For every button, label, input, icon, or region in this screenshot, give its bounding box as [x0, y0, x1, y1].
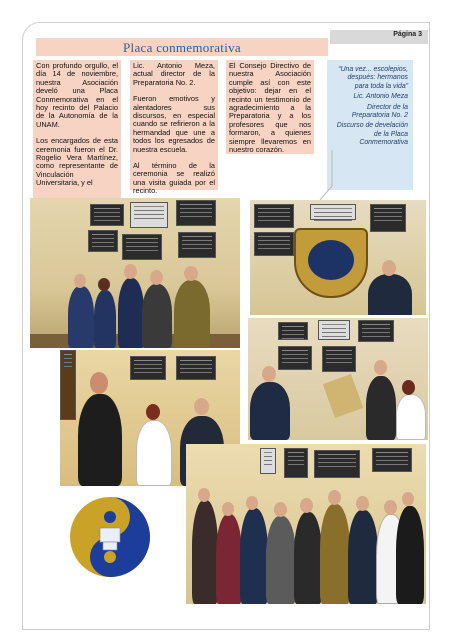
quote-author: Lic. Antonio Meza — [353, 93, 408, 101]
paragraph: Fueron emotivos y alentadores sus discursos, en especial cuando se refirieron a la hermandad que une a todos los egresados de nuestra escuela. — [133, 94, 215, 154]
photo-unam-seal-and-speaker — [250, 200, 426, 315]
paragraph: Lic. Antonio Meza, actual director de la Preparatoria No. 2. — [133, 61, 215, 87]
photo-group-at-plaques — [30, 198, 240, 348]
title-bar — [36, 38, 328, 56]
article-column-1 — [33, 60, 121, 198]
page-number-bar — [330, 30, 428, 44]
yin-yang-logo — [56, 492, 164, 582]
page-title: Placa conmemorativa — [123, 40, 241, 55]
quote-box — [327, 60, 413, 190]
quote-context: Discurso de develación de la Placa Conmemorativa — [336, 122, 408, 147]
photo-unveiling-plaque — [248, 318, 428, 440]
paragraph: Los encargados de esta ceremonia fueron el Dr. Rogelio Vera Martínez, como representante de Vinculación Universitaria, y el — [36, 136, 118, 188]
quote-role: Director de la Preparatoria No. 2 — [351, 103, 408, 120]
quote-text: “Una vez... escolepios, después: hermanos para toda la vida” — [338, 66, 408, 90]
paragraph: El Consejo Directivo de nuestra Asociación cumple así con este objetivo: dejar en el recinto un testimonio de agradecimiento a la Preparatoria y a los profesores que nos formaron, a quienes siempre llevaremos en nuestro corazón. — [229, 61, 311, 155]
paragraph: Al término de la ceremonia se realizó una visita guiada por el recinto. — [133, 161, 215, 196]
paragraph: Con profundo orgullo, el día 14 de noviembre, nuestra Asociación develó una Placa Conmemorativa en el hoy recinto del Palacio de la Autonomía de la UNAM. — [36, 61, 118, 129]
photo-large-group — [186, 444, 426, 604]
article-column-3 — [226, 60, 314, 154]
page-number: Página 3 — [393, 31, 422, 38]
article-column-2 — [130, 60, 218, 196]
